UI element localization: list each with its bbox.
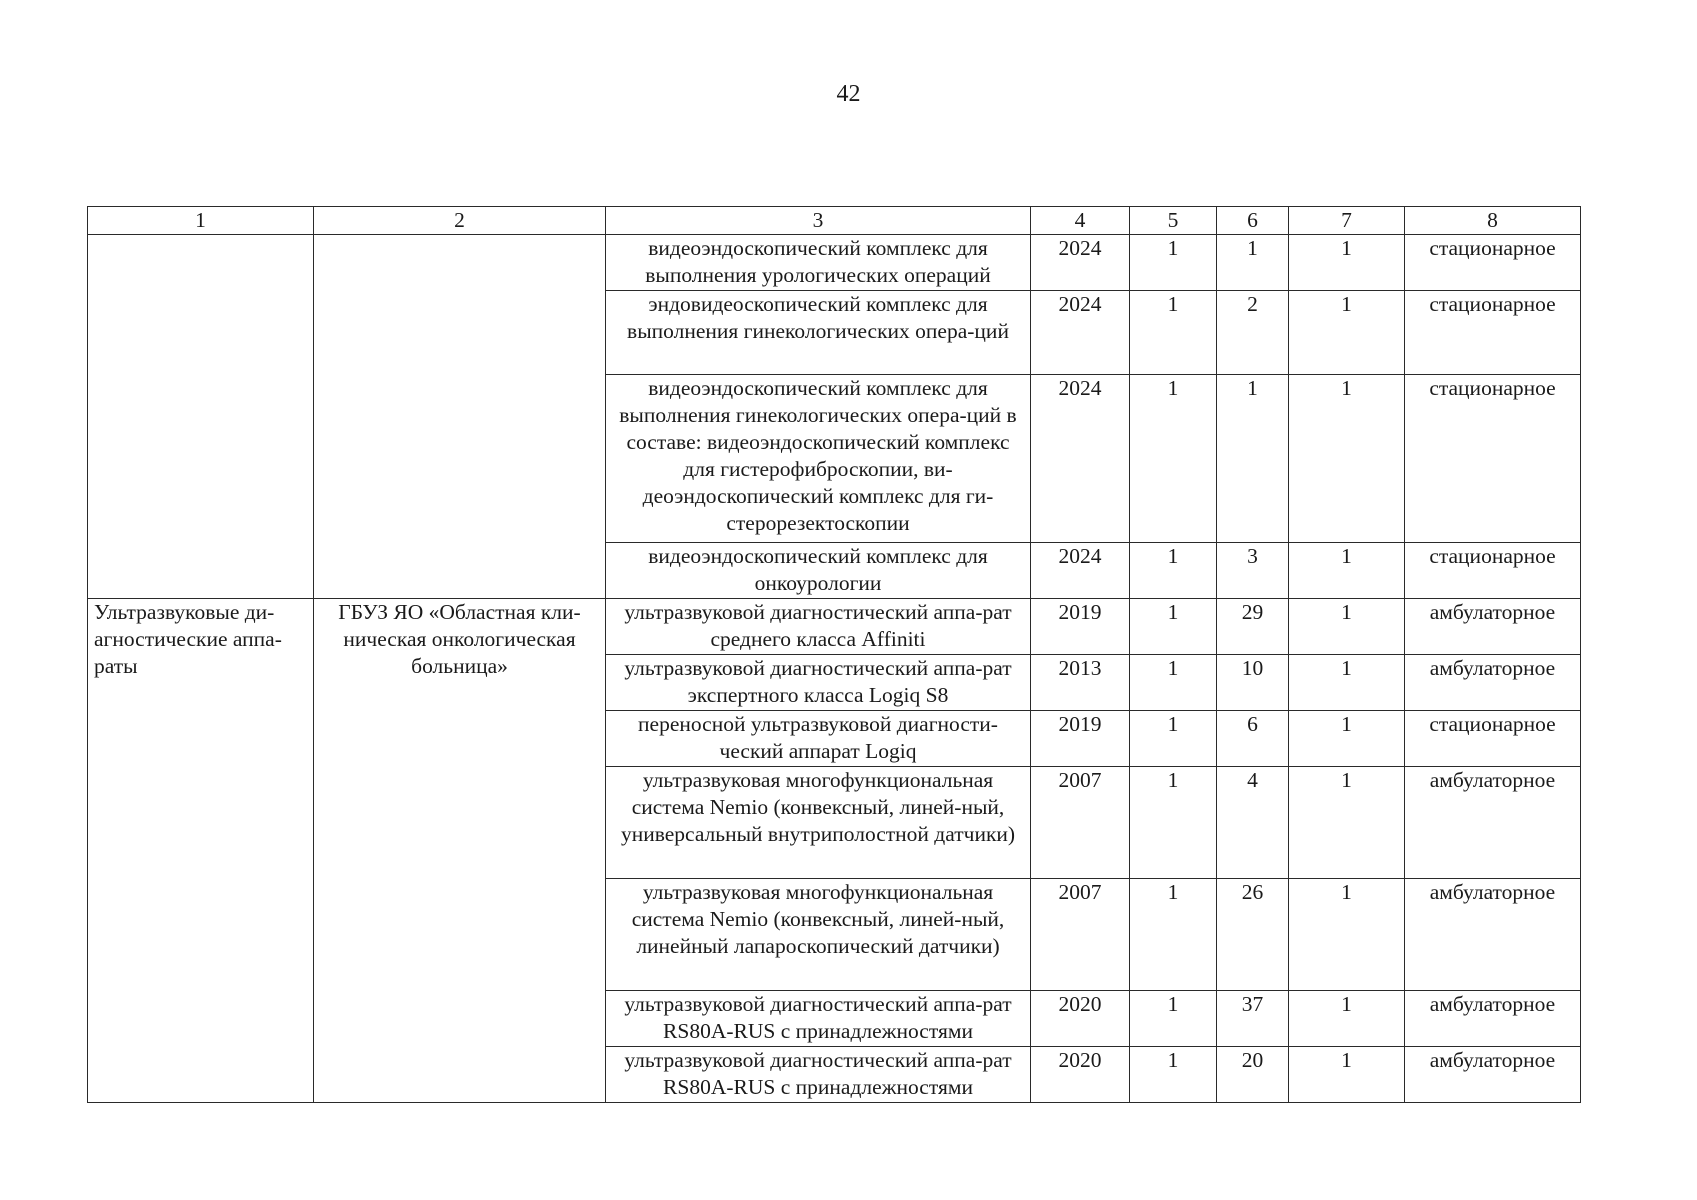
col6-cell: 29 <box>1217 599 1289 655</box>
category-cell: Ультразвуковые ди-агностические аппа-раты <box>88 599 314 1103</box>
col5-cell: 1 <box>1130 599 1217 655</box>
col6-cell: 20 <box>1217 1047 1289 1103</box>
equipment-cell: ультразвуковая многофункциональная система Nemio (конвексный, линей-ный, линейный лапароскопический датчики) <box>606 879 1031 991</box>
col8-cell: амбулаторное <box>1405 655 1581 711</box>
col6-cell: 2 <box>1217 291 1289 375</box>
col8-cell: стационарное <box>1405 291 1581 375</box>
year-cell: 2024 <box>1031 543 1130 599</box>
year-cell: 2007 <box>1031 879 1130 991</box>
col7-cell: 1 <box>1289 375 1405 543</box>
year-cell: 2024 <box>1031 235 1130 291</box>
col8-cell: амбулаторное <box>1405 1047 1581 1103</box>
col6-cell: 10 <box>1217 655 1289 711</box>
equipment-cell: переносной ультразвуковой диагности-ческий аппарат Logiq <box>606 711 1031 767</box>
year-cell: 2020 <box>1031 991 1130 1047</box>
col7-cell: 1 <box>1289 767 1405 879</box>
equipment-cell: ультразвуковой диагностический аппа-рат экспертного класса Logiq S8 <box>606 655 1031 711</box>
col8-cell: стационарное <box>1405 375 1581 543</box>
year-cell: 2007 <box>1031 767 1130 879</box>
equipment-cell: ультразвуковая многофункциональная система Nemio (конвексный, линей-ный, универсальный внутриполостной датчики) <box>606 767 1031 879</box>
col5-cell: 1 <box>1130 711 1217 767</box>
year-cell: 2024 <box>1031 291 1130 375</box>
col6-cell: 1 <box>1217 235 1289 291</box>
column-header: 2 <box>314 207 606 235</box>
col7-cell: 1 <box>1289 291 1405 375</box>
year-cell: 2020 <box>1031 1047 1130 1103</box>
page-number: 42 <box>836 81 861 107</box>
column-header: 6 <box>1217 207 1289 235</box>
col8-cell: стационарное <box>1405 711 1581 767</box>
col5-cell: 1 <box>1130 1047 1217 1103</box>
col5-cell: 1 <box>1130 655 1217 711</box>
col7-cell: 1 <box>1289 879 1405 991</box>
year-cell: 2019 <box>1031 711 1130 767</box>
col8-cell: стационарное <box>1405 235 1581 291</box>
table-header-row <box>88 207 1581 235</box>
column-header: 7 <box>1289 207 1405 235</box>
col7-cell: 1 <box>1289 711 1405 767</box>
year-cell: 2019 <box>1031 599 1130 655</box>
table-row <box>88 235 1581 291</box>
equipment-cell: ультразвуковой диагностический аппа-рат RS80A-RUS с принадлежностями <box>606 991 1031 1047</box>
col5-cell: 1 <box>1130 235 1217 291</box>
col6-cell: 4 <box>1217 767 1289 879</box>
organization-cell: ГБУЗ ЯО «Областная кли-ническая онкологическая больница» <box>314 599 606 1103</box>
equipment-cell: видеоэндоскопический комплекс для выполнения урологических операций <box>606 235 1031 291</box>
equipment-table <box>87 206 1581 1103</box>
table-row <box>88 599 1581 655</box>
column-header: 4 <box>1031 207 1130 235</box>
equipment-cell: видеоэндоскопический комплекс для онкоурологии <box>606 543 1031 599</box>
column-header: 5 <box>1130 207 1217 235</box>
col6-cell: 1 <box>1217 375 1289 543</box>
col5-cell: 1 <box>1130 767 1217 879</box>
col8-cell: амбулаторное <box>1405 767 1581 879</box>
col8-cell: амбулаторное <box>1405 991 1581 1047</box>
col8-cell: стационарное <box>1405 543 1581 599</box>
column-header: 8 <box>1405 207 1581 235</box>
col5-cell: 1 <box>1130 291 1217 375</box>
col8-cell: амбулаторное <box>1405 599 1581 655</box>
col6-cell: 6 <box>1217 711 1289 767</box>
year-cell: 2024 <box>1031 375 1130 543</box>
col7-cell: 1 <box>1289 235 1405 291</box>
col7-cell: 1 <box>1289 599 1405 655</box>
col8-cell: амбулаторное <box>1405 879 1581 991</box>
equipment-cell: ультразвуковой диагностический аппа-рат среднего класса Affiniti <box>606 599 1031 655</box>
col6-cell: 37 <box>1217 991 1289 1047</box>
equipment-cell: эндовидеоскопический комплекс для выполнения гинекологических опера-ций <box>606 291 1031 375</box>
organization-cell-empty <box>314 235 606 599</box>
year-cell: 2013 <box>1031 655 1130 711</box>
col6-cell: 26 <box>1217 879 1289 991</box>
col6-cell: 3 <box>1217 543 1289 599</box>
col7-cell: 1 <box>1289 1047 1405 1103</box>
category-cell-empty <box>88 235 314 599</box>
col5-cell: 1 <box>1130 991 1217 1047</box>
equipment-cell: видеоэндоскопический комплекс для выполнения гинекологических опера-ций в составе: видеоэндоскопический комплекс для гистерофиброскопии, ви-деоэндоскопический комплекс для ги-стерорезектоскопии <box>606 375 1031 543</box>
col7-cell: 1 <box>1289 991 1405 1047</box>
col7-cell: 1 <box>1289 655 1405 711</box>
col5-cell: 1 <box>1130 879 1217 991</box>
column-header: 3 <box>606 207 1031 235</box>
col5-cell: 1 <box>1130 543 1217 599</box>
column-header: 1 <box>88 207 314 235</box>
col5-cell: 1 <box>1130 375 1217 543</box>
equipment-cell: ультразвуковой диагностический аппа-рат RS80A-RUS с принадлежностями <box>606 1047 1031 1103</box>
col7-cell: 1 <box>1289 543 1405 599</box>
